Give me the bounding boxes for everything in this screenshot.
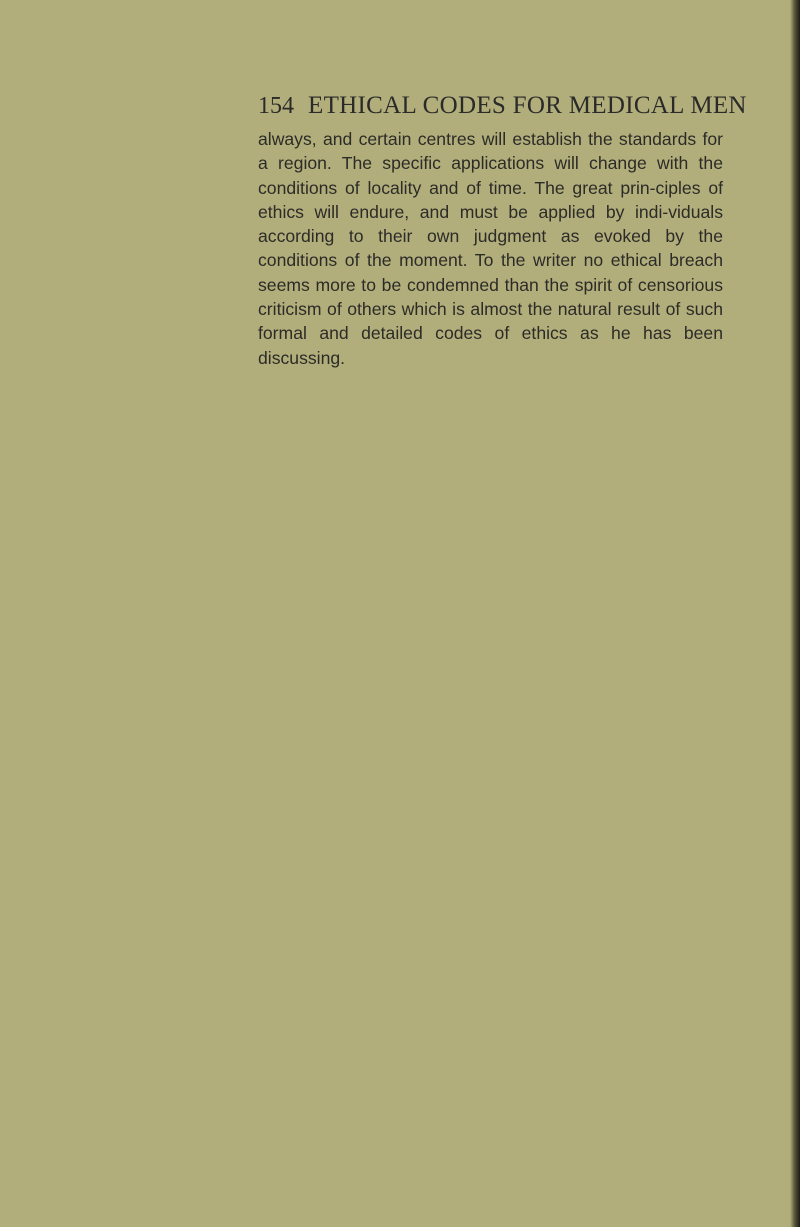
body-paragraph: always, and certain centres will establish the standards for a region. The specific applications will change with the conditions of locality and of time. The great prin-ciples of ethics will endure, and must be applied by indi-viduals according to their own judgment as evoked by the conditions of the moment. To the writer no ethical breach seems more to be condemned than the spirit of censorious criticism of others which is almost the natural result of such formal and detailed codes of ethics as he has been discussing. xyxy=(258,129,723,368)
page-number: 154 xyxy=(258,93,294,119)
running-title: ETHICAL CODES FOR MEDICAL MEN xyxy=(308,92,747,119)
page-gutter-shadow xyxy=(790,0,800,1227)
running-header xyxy=(258,89,747,123)
